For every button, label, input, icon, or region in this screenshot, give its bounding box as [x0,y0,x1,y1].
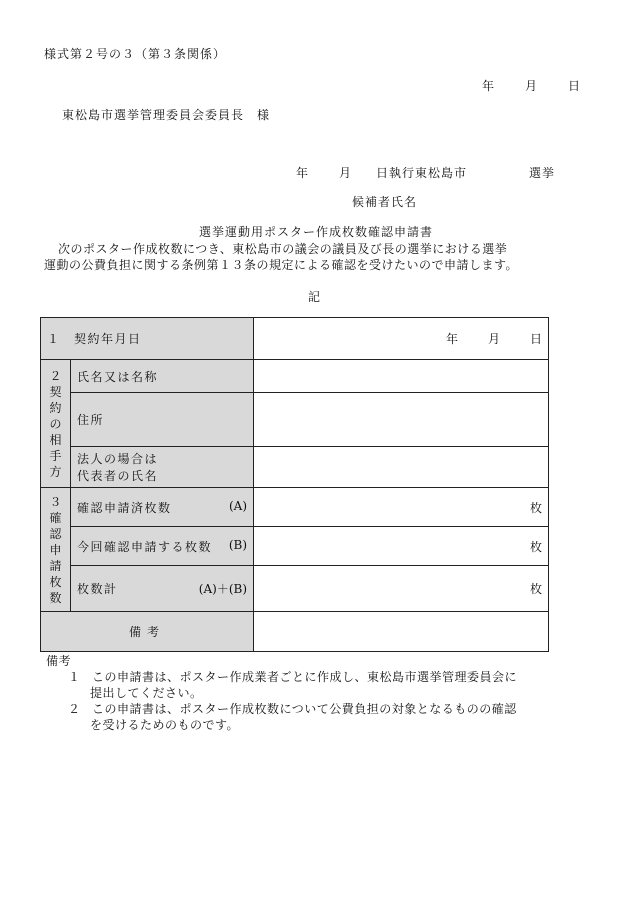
remarks-label: 備考 [41,612,254,652]
count-group: ３ 確 認 申 請 枚 数 [41,488,71,612]
party-name-value[interactable] [254,360,549,393]
count-total-value[interactable]: 枚 [254,566,549,612]
notes [46,653,517,733]
application-table [40,317,549,652]
party-name-label: 氏名又は名称 [71,360,254,393]
notes-heading: 備考 [46,654,72,668]
contract-month: 月 [487,332,500,346]
document-title: 選挙運動用ポスター作成枚数確認申請書 [199,225,434,239]
contract-year: 年 [445,332,458,346]
count-current-label: 今回確認申請する枚数 (B) [71,527,254,566]
party-address-label: 住所 [71,393,254,447]
date-month: 月 [525,79,539,93]
note-1: １ この申請書は、ポスター作成業者ごとに作成し、東松島市選挙管理委員会に 提出してください。 [68,670,518,700]
party-representative-value[interactable] [254,447,549,488]
note-2: ２ この申請書は、ポスター作成枚数について公費負担の対象となるものの確認 を受けるためのものです。 [68,702,517,732]
contract-party-group: ２ 契 約 の 相 手 方 [41,360,71,488]
count-applied-label: 確認申請済枚数 (A) [71,488,254,527]
intro-line-1: 次のポスター作成枚数につき、東松島市の議会の議員及び長の選挙における選挙 [58,242,508,256]
date-day: 日 [568,79,582,93]
contract-date-value[interactable] [254,318,549,360]
count-applied-value[interactable]: 枚 [254,488,549,527]
count-total-label: 枚数計 (A)＋(B) [71,566,254,612]
intro-line-2: 運動の公費負担に関する条例第１３条の規定による確認を受けたいので申請します。 [44,258,519,272]
remarks-value[interactable] [254,612,549,652]
contract-date-label: １ 契約年月日 [41,318,254,360]
election-month: 月 [339,166,353,180]
party-address-value[interactable] [254,393,549,447]
contract-day: 日 [530,332,543,346]
candidate-name-label: 候補者氏名 [352,195,418,209]
ki-label: 記 [308,290,322,304]
form-number: 様式第２号の３（第３条関係） [44,47,227,61]
party-representative-label: 法人の場合は 代表者の氏名 [71,447,254,488]
election-year: 年 [296,166,310,180]
election-type: 選挙 [529,166,556,180]
addressee: 東松島市選挙管理委員会委員長 様 [62,108,271,122]
election-day: 日執行東松島市 [376,166,468,180]
intro-text [44,241,596,273]
count-current-value[interactable]: 枚 [254,527,549,566]
submission-date [482,78,581,94]
election-line [296,165,555,181]
date-year: 年 [482,79,496,93]
